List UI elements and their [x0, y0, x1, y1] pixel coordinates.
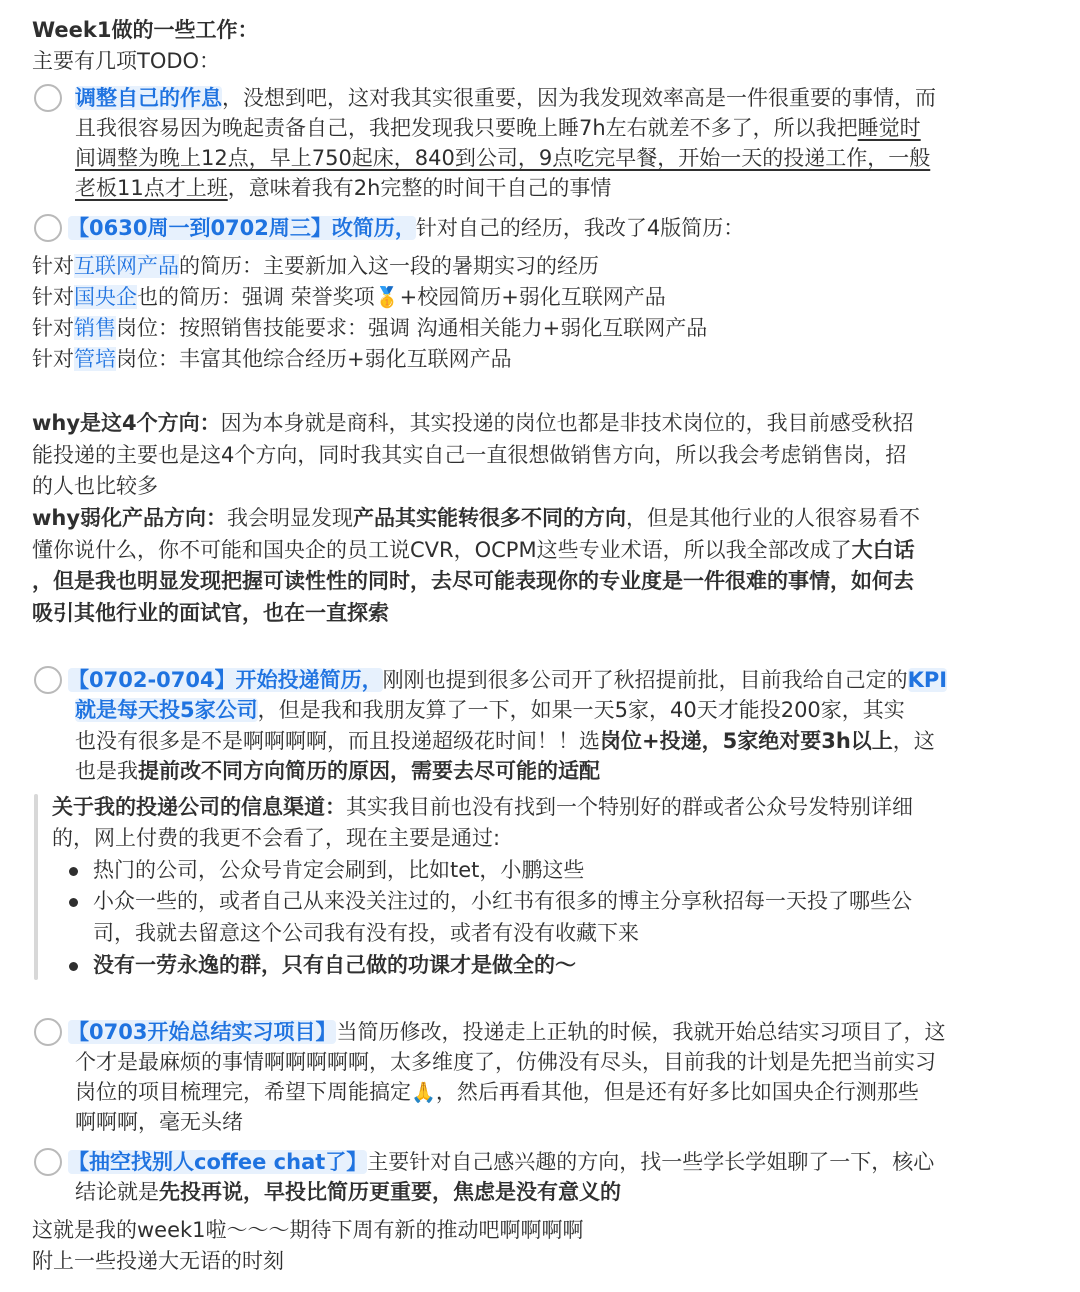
todo3-highlight: 【0702-0704】开始投递简历， [68, 668, 383, 692]
todo5-text: 主要针对自己感兴趣的方向，找一些学长学姐聊了一下，核心 [367, 1150, 935, 1174]
todo4-text: 当简历修改，投递走上正轨的时候，我就开始总结实习项目了，这 [336, 1020, 946, 1044]
why-directions-heading: why是这4个方向： [32, 411, 221, 435]
resume-item-text: +校园简历+弱化互联网产品 [399, 285, 666, 309]
resume-item-prefix: 针对 [32, 285, 74, 309]
quote-heading: 关于我的投递公司的信息渠道： [52, 795, 346, 819]
resume-item-highlight: 互联网产品 [74, 254, 179, 278]
todo4-text: 岗位的项目梳理完，希望下周能搞定 [75, 1080, 411, 1104]
todo3-bold: 提前改不同方向简历的原因，需要去尽可能的适配 [138, 759, 600, 783]
quote-text: 其实我目前也没有找到一个特别好的群或者公众号发特别详细 [346, 795, 913, 819]
why-bold: 产品其实能转很多不同的方向 [353, 506, 627, 530]
resume-item-prefix: 针对 [32, 347, 74, 371]
todo1-text: ，意味着我有2h完整的时间干自己的事情 [227, 176, 612, 200]
why-weaken-line4: 吸引其他行业的面试官，也在一直探索 [32, 601, 389, 625]
why-weaken-line3: ，但是我也明显发现把握可读性性的同时，去尽可能表现你的专业度是一件很难的事情，如何去 [32, 569, 914, 593]
todo4-line3 [75, 1077, 1065, 1107]
quote-line1 [52, 792, 1080, 822]
todo5-highlight: 【抽空找别人coffee chat了】 [68, 1150, 368, 1174]
quote-line2: 的，网上付费的我更不会看了，现在主要是通过: [52, 826, 501, 850]
bullet-dot [69, 962, 78, 971]
resume-item-3 [32, 313, 1068, 343]
quote-bullet-3: 没有一劳永逸的群，只有自己做的功课才是做全的～ [93, 953, 576, 977]
why-weaken-heading: why弱化产品方向： [32, 506, 228, 530]
why-text: ，但是其他行业的人很容易看不 [626, 506, 921, 530]
todo5-line1 [68, 1147, 1058, 1177]
pray-icon: 🙏 [411, 1080, 436, 1104]
footer-line1: 这就是我的week1啦～～～期待下周有新的推动吧啊啊啊啊 [32, 1218, 584, 1242]
todo1-line2 [75, 113, 1065, 143]
resume-item-highlight: 国央企 [74, 285, 137, 309]
todo1-underline: 睡觉时 [857, 116, 921, 140]
why-text: 我会明显发现 [227, 506, 354, 530]
todo4-line1 [68, 1017, 1058, 1047]
quote-bullet-2-line2: 司，我就去留意这个公司我有没有投，或者有没有收藏下来 [93, 921, 639, 945]
resume-item-prefix: 针对 [32, 316, 74, 340]
resume-item-2 [32, 282, 1068, 312]
todo3-kpi: KPI [907, 668, 948, 692]
todo3-line4 [75, 756, 1065, 786]
todo1-line3: 间调整为晚上12点，早上750起床，840到公司，9点吃完早餐，开始一天的投递工作，一般 [75, 146, 931, 170]
todo3-bold: 岗位+投递，5家绝对要3h以上 [600, 729, 893, 753]
todo1-line1 [75, 83, 1065, 113]
bullet-dot [69, 867, 78, 876]
todo-checkbox-2[interactable] [34, 214, 62, 242]
todo5-bold: 先投再说，早投比简历更重要，焦虑是没有意义的 [159, 1180, 621, 1204]
todo2-highlight: 【0630周一到0702周三】改简历， [68, 216, 416, 240]
why-text: 懂你说什么，你不可能和国央企的员工说CVR，OCPM这些专业术语，所以我全部改成了 [32, 538, 852, 562]
resume-item-4 [32, 344, 1068, 374]
todo3-line2 [75, 695, 1065, 725]
todo2-line1 [68, 213, 1058, 243]
resume-item-1 [32, 251, 1068, 281]
resume-item-highlight: 销售 [74, 316, 116, 340]
todo3-text: 也是我 [75, 759, 138, 783]
page-subtitle: 主要有几项TODO： [32, 49, 221, 73]
todo3-text: 也没有很多是不是啊啊啊啊，而且投递超级花时间！！选 [75, 729, 600, 753]
todo4-line2: 个才是最麻烦的事情啊啊啊啊啊，太多维度了，仿佛没有尽头，目前我的计划是先把当前实习 [75, 1050, 936, 1074]
quote-bar [34, 794, 38, 980]
why-directions-line2: 能投递的主要也是这4个方向，同时我其实自己一直很想做销售方向，所以我会考虑销售岗，招 [32, 443, 907, 467]
quote-bullet-1: 热门的公司，公众号肯定会刷到，比如tet，小鹏这些 [93, 858, 585, 882]
todo4-line4: 啊啊啊，毫无头绪 [75, 1110, 243, 1134]
todo1-text: 且我很容易因为晚起责备自己，我把发现我只要晚上睡7h左右就差不多了，所以我把 [75, 116, 858, 140]
todo-checkbox-4[interactable] [34, 1018, 62, 1046]
why-bold: 大白话 [851, 538, 915, 562]
todo3-line1 [68, 665, 1058, 695]
footer-line2: 附上一些投递大无语的时刻 [32, 1249, 284, 1273]
medal-icon: 🥇 [374, 285, 400, 309]
todo5-text: 结论就是 [75, 1180, 159, 1204]
todo3-text: ，但是我和我朋友算了一下，如果一天5家，40天才能投200家，其实 [257, 698, 905, 722]
todo3-kpi-detail: 就是每天投5家公司 [75, 698, 258, 722]
resume-item-prefix: 针对 [32, 254, 74, 278]
todo-checkbox-1[interactable] [34, 84, 62, 112]
why-directions-line1 [32, 408, 1068, 438]
todo-checkbox-5[interactable] [34, 1148, 62, 1176]
todo4-highlight: 【0703开始总结实习项目】 [68, 1020, 337, 1044]
why-weaken-line1 [32, 503, 1068, 533]
why-weaken-line2 [32, 535, 1068, 565]
why-text: 因为本身就是商科，其实投递的岗位也都是非技术岗位的，我目前感受秋招 [220, 411, 914, 435]
todo-checkbox-3[interactable] [34, 666, 62, 694]
quote-bullet-2-line1: 小众一些的，或者自己从来没关注过的，小红书有很多的博主分享秋招每一天投了哪些公 [93, 889, 912, 913]
resume-item-highlight: 管培 [74, 347, 116, 371]
todo4-text: ，然后再看其他，但是还有好多比如国央企行测那些 [435, 1080, 919, 1104]
todo3-line3 [75, 726, 1065, 756]
todo1-line4 [75, 173, 1065, 203]
todo1-underline: 老板11点才上班 [75, 176, 228, 200]
page-title: Week1做的一些工作： [32, 18, 259, 42]
resume-item-text: 岗位：按照销售技能要求：强调 沟通相关能力+弱化互联网产品 [116, 316, 708, 340]
bullet-dot [69, 898, 78, 907]
resume-item-text: 的简历：主要新加入这一段的暑期实习的经历 [179, 254, 599, 278]
todo1-highlight: 调整自己的作息 [75, 86, 222, 110]
resume-item-text: 也的简历：强调 荣誉奖项 [137, 285, 375, 309]
todo5-line2 [75, 1177, 1065, 1207]
why-directions-line3: 的人也比较多 [32, 474, 158, 498]
resume-item-text: 岗位：丰富其他综合经历+弱化互联网产品 [116, 347, 512, 371]
todo1-text: ，没想到吧，这对我其实很重要，因为我发现效率高是一件很重要的事情，而 [222, 86, 936, 110]
todo3-text: ，这 [892, 729, 935, 753]
todo3-text: 刚刚也提到很多公司开了秋招提前批，目前我给自己定的 [382, 668, 908, 692]
todo2-text: 针对自己的经历，我改了4版简历： [415, 216, 745, 240]
